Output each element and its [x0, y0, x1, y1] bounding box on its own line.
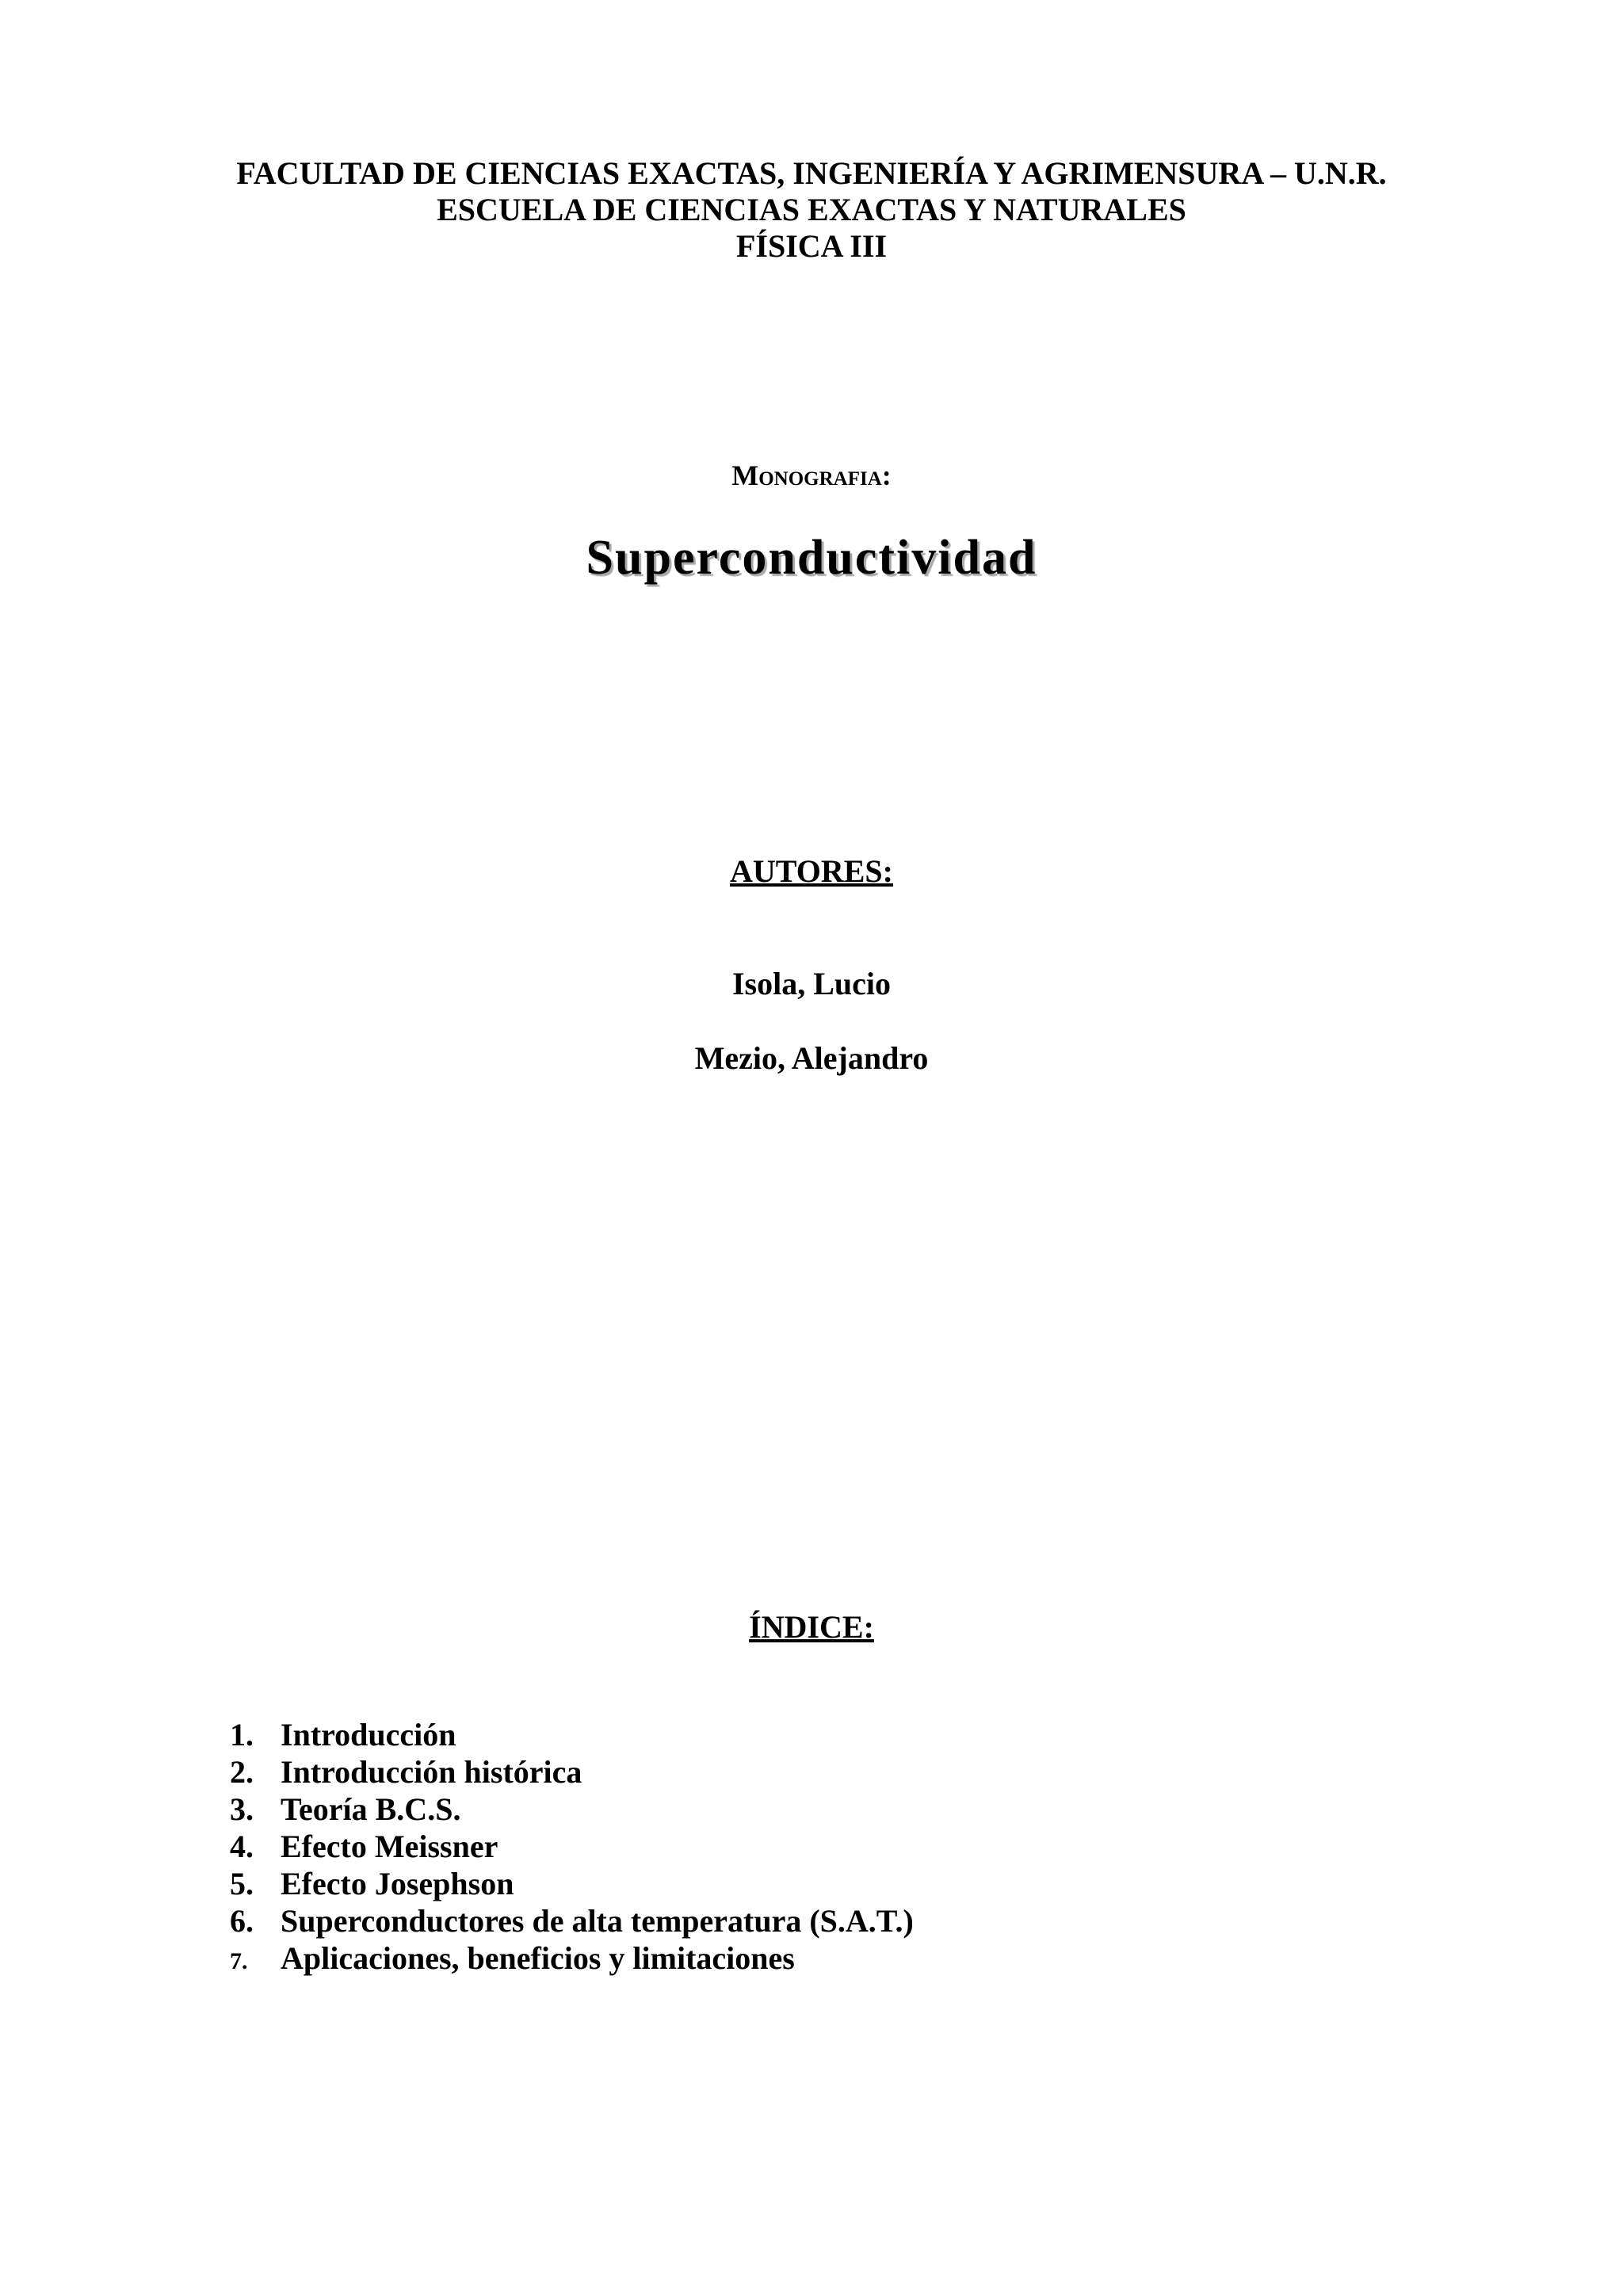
toc-item-label: Superconductores de alta temperatura (S.A.T.) [281, 1903, 914, 1939]
school-name: ESCUELA DE CIENCIAS EXACTAS Y NATURALES [437, 192, 1186, 227]
toc-item-number: 2. [230, 1754, 254, 1790]
toc-item [230, 1865, 914, 1902]
faculty-name: FACULTAD DE CIENCIAS EXACTAS, INGENIERÍA Y AGRIMENSURA – U.N.R. [236, 155, 1387, 191]
course-name: FÍSICA III [735, 228, 888, 264]
toc-item-number: 6. [230, 1903, 254, 1939]
institution-header [0, 155, 1623, 265]
toc-item-label: Introducción histórica [281, 1754, 582, 1790]
toc-item-number: 1. [230, 1717, 254, 1753]
document-title: Superconductividad [586, 531, 1037, 585]
index-heading: ÍNDICE: [749, 1609, 874, 1645]
toc-item-label: Introducción [281, 1717, 456, 1753]
toc-item-number: 3. [230, 1791, 254, 1827]
toc-item [230, 1753, 914, 1791]
toc-item-label: Efecto Meissner [281, 1829, 498, 1864]
toc-item [230, 1716, 914, 1753]
toc-item-label: Teoría B.C.S. [281, 1791, 461, 1827]
author-name: Isola, Lucio [731, 966, 892, 1001]
toc-item [230, 1791, 914, 1828]
toc-item-number: 7. [230, 1948, 248, 1974]
document-type-label: Monografia: [731, 460, 892, 491]
table-of-contents [230, 1716, 914, 1980]
toc-item [230, 1939, 914, 1980]
toc-item-label: Efecto Josephson [281, 1866, 514, 1901]
toc-item-number: 4. [230, 1829, 254, 1864]
toc-item [230, 1902, 914, 1939]
toc-item-number: 5. [230, 1866, 254, 1901]
toc-item [230, 1828, 914, 1865]
author-name: Mezio, Alejandro [694, 1040, 929, 1076]
toc-item-label: Aplicaciones, beneficios y limitaciones [281, 1940, 795, 1976]
authors-heading: AUTORES: [730, 853, 893, 889]
